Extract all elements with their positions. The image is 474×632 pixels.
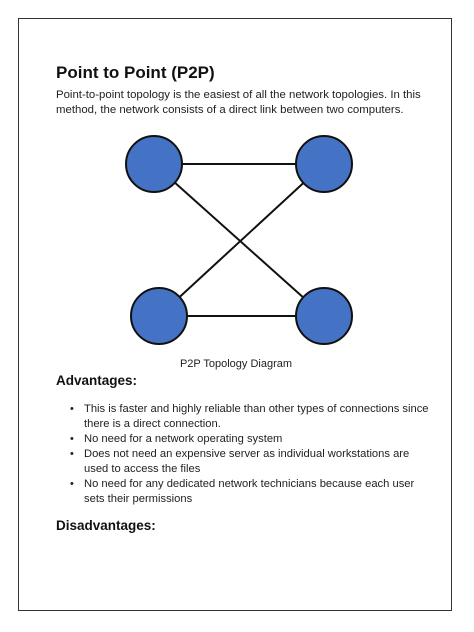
bullet-icon: • (70, 478, 74, 490)
node-top-left (126, 136, 182, 192)
list-item-text: This is faster and highly reliable than other types of connections since there is a direct connection. (84, 403, 429, 430)
node-bottom-left (131, 288, 187, 344)
node-bottom-right (296, 288, 352, 344)
page-title: Point to Point (P2P) (56, 63, 215, 82)
bullet-icon: • (70, 448, 74, 460)
list-item-text: No need for any dedicated network technicians because each user sets their permissions (84, 478, 415, 505)
bullet-icon: • (70, 403, 74, 415)
bullet-icon: • (70, 433, 74, 445)
diagram-caption: P2P Topology Diagram (179, 358, 293, 370)
disadvantages-heading: Disadvantages: (56, 518, 156, 533)
p2p-topology-diagram (19, 19, 453, 359)
advantages-heading: Advantages: (56, 373, 138, 388)
list-item-text: Does not need an expensive server as individual workstations are used to access the files (84, 448, 410, 475)
list-item (70, 402, 429, 432)
node-top-right (296, 136, 352, 192)
advantages-list (70, 402, 429, 507)
document-page (18, 18, 452, 611)
list-item (70, 432, 429, 447)
list-item (70, 477, 429, 507)
list-item-text: No need for a network operating system (84, 433, 283, 445)
intro-paragraph: Point-to-point topology is the easiest of all the network topologies. In this method, the network consists of a direct link between two computers. (56, 89, 421, 116)
list-item (70, 447, 429, 477)
